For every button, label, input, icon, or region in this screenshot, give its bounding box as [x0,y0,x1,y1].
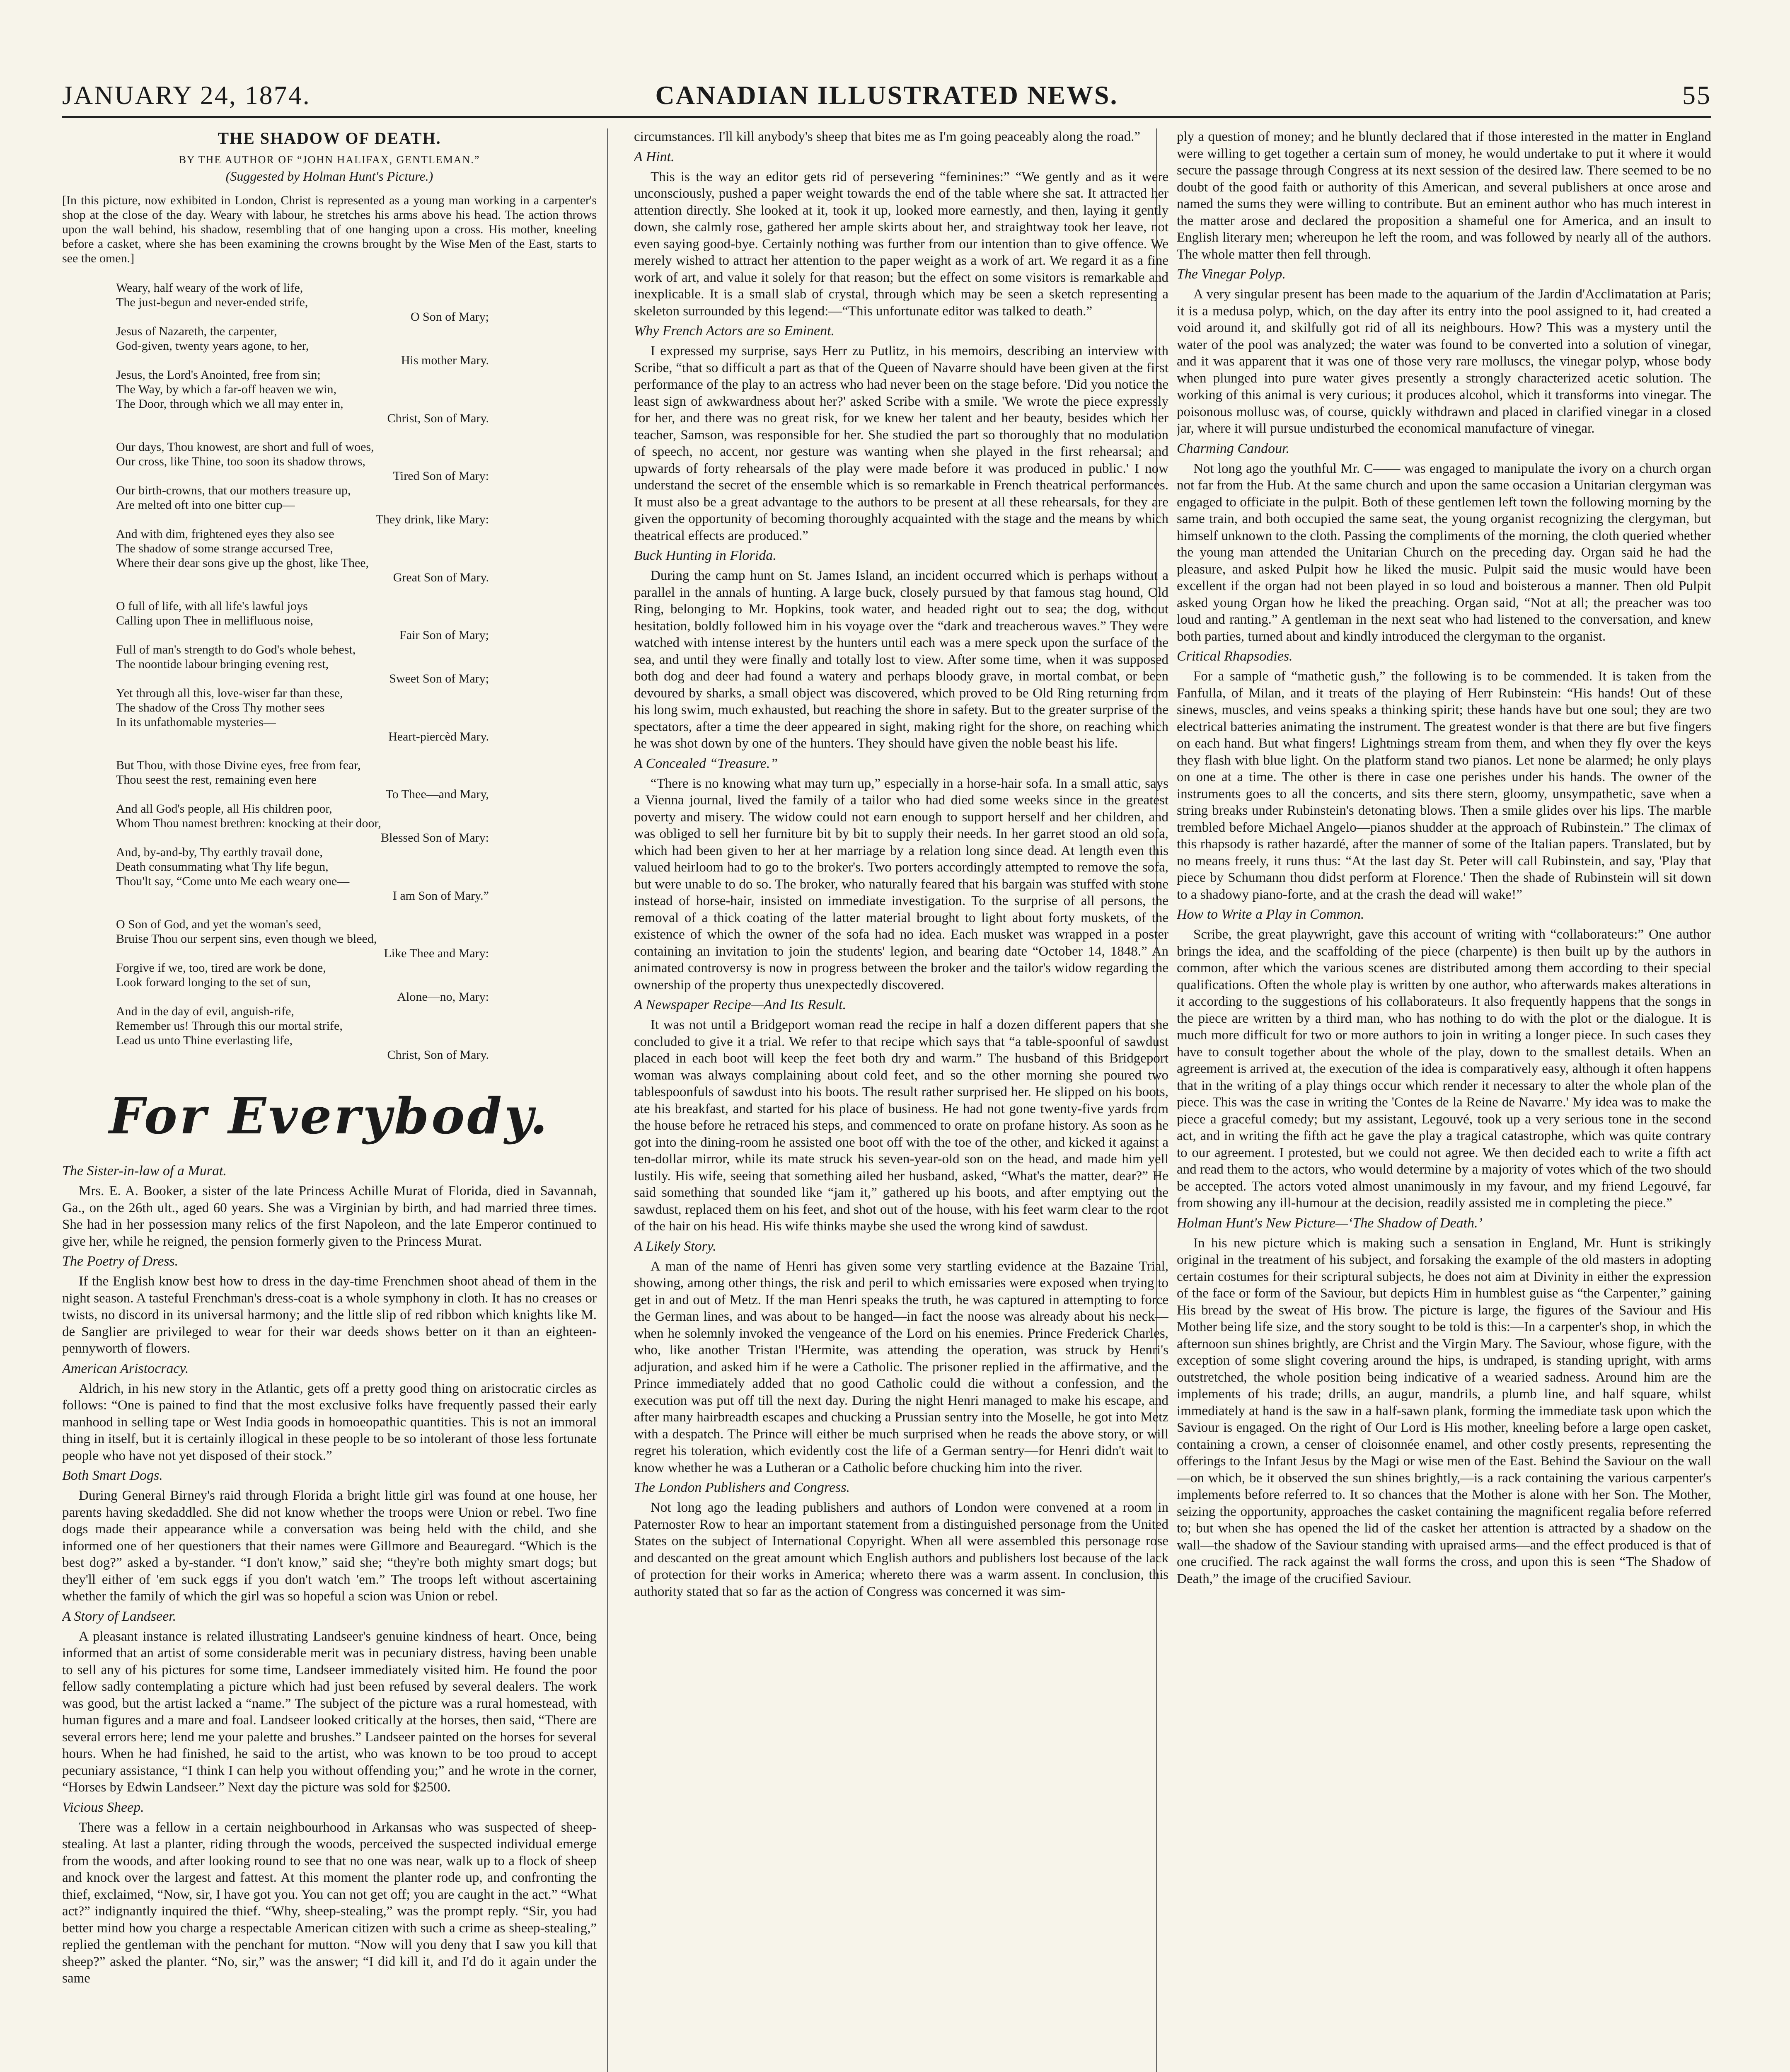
article-heading: A Hint. [634,149,675,165]
article-heading: Buck Hunting in Florida. [634,548,776,563]
poem-line: The noontide labour bringing evening rest, [116,657,329,671]
article-heading: American Aristocracy. [62,1360,189,1376]
poem-line: O Son of Mary; [410,310,489,324]
poem-line: Christ, Son of Mary. [387,411,489,425]
article [1177,647,1711,903]
poem-line: Where their dear sons give up the ghost, like Thee, [116,556,369,570]
article [1177,440,1711,645]
article-paragraph: This is the way an editor gets rid of persevering “feminines:” “We gently and as it were unconsciously, pushed a paper weight towards the end of the table where she sat. It attracted her attention directly. She looked at it, took it up, looked more earnestly, and then, laying it gently down, she calmly rose, gathered her ample skirts about her, and straightway took her leave, not even saying good-bye. Certainly nothing was further from our intention than to give offence. We merely wished to attract her attention to the paper weight as a work of art. We regard it as a fine work of art, and value it solely for that reason; but the effect on some visitors is remarkable and inexplicable. It is a small slab of crystal, through which may be seen a sketch representing a skeleton surrounded by this legend:—“This unfortunate editor was talked to death.” [634,169,1168,319]
article-heading: The Vinegar Polyp. [1177,266,1286,282]
issue-date: JANUARY 24, 1874. [62,80,311,110]
article-heading: A Story of Landseer. [62,1608,177,1624]
poem-line: Our birth-crowns, that our mothers treasure up, [116,484,351,497]
poem-line: Whom Thou namest brethren: knocking at their door, [116,816,381,830]
poem-stanza [116,440,597,585]
poem-line: Our days, Thou knowest, are short and full of woes, [116,440,374,454]
article [634,755,1168,994]
column-rule [607,128,608,2072]
article-heading: The Sister-in-law of a Murat. [62,1163,227,1179]
article-paragraph: If the English know best how to dress in the day-time Frenchmen shoot ahead of them in the night season. A tasteful Frenchman's dress-coat is a whole symphony in cloth. It has no creases or twists, no discord in its universal harmony; and the little slip of red ribbon which knights like M. de Sanglier are privileged to wear for their war deeds shows better on it than an eighteen-pennyworth of flowers. [62,1274,597,1356]
poem-line: The shadow of the Cross Thy mother sees [116,701,325,714]
article-heading: A Likely Story. [634,1238,716,1254]
column-1 [62,128,597,2072]
article-paragraph: For a sample of “mathetic gush,” the following is to be commended. It is taken from the Fanfulla, of Milan, and it treats of the playing of Herr Rubinstein: “His hands! Out of these sinews, muscles, and veins speaks a thinking spirit; these hands have but one soul; they are two electrical batteries animating the instrument. The greatest wonder is that there are but five fingers on each hand. But what fingers! Lightnings stream from them, and when they fly over the keys they flash with blue light. On the platform stand two pianos. Let none be alarmed; he only plays on one at a time. The other is there in case one perishes under his hands. The owner of the instruments goes to all the concerts, and sits there stern, gloomy, unsympathetic, save when a string breaks under Rubinstein's detonating blows. Then a smile glides over his lips. The marble trembled before Michael Angelo—pianos shudder at the approach of Rubinstein.” The climax of this rhapsody is rather hazardé, after the manner of some of the Italian papers. Translated, but by no means freely, it runs thus: “At the last day St. Peter will call Rubinstein, and say, 'Play that piece by Schumann thou didst perform at Florence.' Then the shade of Rubinstein will sit down to a shadowy piano-forte, and at the crash the dead will wake!” [1177,669,1711,902]
poem-line: And, by-and-by, Thy earthly travail done, [116,845,323,859]
article-paragraph: Not long ago the youthful Mr. C—— was engaged to manipulate the ivory on a church organ not far from the Hub. At the same church and upon the same occasion a Unitarian clergyman was engaged to officiate in the pulpit. Both of these gentlemen left town the following morning by the same train, and both occupied the same seat, the young organist recognizing the clergyman, but himself unknown to the cloth. Passing the compliments of the morning, the cloth queried whether the young man attended the Unitarian Church on the preceding day. Organ said he had the pleasure, and asked Pulpit how he liked the music. Pulpit said the music would have been excellent if the organ had not been played in so loud and boisterous a manner. Then old Pulpit asked young Organ how he liked the preaching. Organ said, “Not at all; the preacher was too loud and ranting.” A gentleman in the next seat who had listened to the conversation, and knew both parties, turned about and kindly introduced the clergyman to the organist. [1177,461,1711,644]
poem-line: His mother Mary. [401,353,489,367]
article [1177,265,1711,437]
article [62,1360,597,1464]
article [1177,128,1711,263]
poem-line: Lead us unto Thine everlasting life, [116,1034,293,1047]
article-heading: Critical Rhapsodies. [1177,649,1293,664]
poem-line: I am Son of Mary.” [392,889,489,903]
poem-line: Jesus, the Lord's Anointed, free from sin; [116,368,321,382]
article [62,1162,597,1250]
poem-line: Thou'lt say, “Come unto Me each weary one— [116,874,350,888]
article [62,1467,597,1605]
poem-title: THE SHADOW OF DEATH. [218,129,441,148]
poem-line: And in the day of evil, anguish-rife, [116,1005,294,1018]
poem-line: Are melted oft into one bitter cup— [116,498,295,512]
article-paragraph: During General Birney's raid through Florida a bright little girl was found at one house, her parents having skedaddled. She did not know whether the troops were Union or rebel. Two fine dogs made their appearance while a conversation was being held with the child, and she informed one of her questioners that their names were Gillmore and Beauregard. “Which is the best dog?” asked a by-stander. “I don't know,” said she; “they're both mighty smart dogs; but they'll either of 'em suck eggs if you don't watch 'em.” The troops left without ascertaining whether the family of which the girl was so hopeful a scion was Union or rebel. [62,1488,597,1604]
poem-line: Tired Son of Mary: [393,469,489,483]
page-number: 55 [1682,80,1711,110]
article [634,128,1168,145]
article-paragraph: I expressed my surprise, says Herr zu Putlitz, in his memoirs, describing an interview with Scribe, “that so difficult a part as that of the Queen of Navarre should have been given at the first performance of the play to an actress who had never been on the stage before. 'Did you notice the least sign of awkwardness about her?' asked Scribe with a smile. 'We wrote the piece expressly for her, and there was no great risk, for we knew her talent and her beauty, besides which her teacher, Samson, was responsible for her. She studied the part so thoroughly that no modulation of speech, no accent, nor gesture was wanting when she played in the first rehearsal; and upwards of forty rehearsals of the play were made before it was produced in public.' I now understand the secret of the ensemble which is so remarkable in French theatrical performances. It must also be a great advantage to the authors to be present at all these rehearsals, for they are given the opportunity of becoming thoroughly acquainted with the stage and the means by which theatrical effects are produced.” [634,344,1168,543]
poem-stanza [116,758,597,903]
article-paragraph: Scribe, the great playwright, gave this account of writing with “collaborateurs:” One author brings the idea, and the scaffolding of the piece (charpente) is then built up by the authors in common, after which the various scenes are distributed among them according to their special qualifications. Often the whole play is written by one author, who afterwards makes alterations in it according to the suggestions of his collaborateurs. It also frequently happens that the songs in the piece are written by a third man, who has nothing to do with the plot or the dialogue. It is much more difficult for two or more authors to join in writing a longer piece. In such cases they have to consult together about the whole of the play, down to the smallest details. When an agreement is arrived at, the execution of the idea is comparatively easy, although it often happens that in the writing of a play things occur which render it necessary to alter the whole plan of the piece. This was the case in writing the 'Contes de la Reine de Navarre.' My idea was to make the piece a graceful comedy; but my assistant, Legouvé, took up a very serious tone in the second act, and in writing the fifth act he gave the play a tragical catastrophe, which was quite contrary to our agreement. I protested, but we could not agree. We then decided each to write a fifth act and read them to the actors, who would determine by a majority of votes which of the two should be accepted. The actors voted almost unanimously in my favour, and my friend Legouvé, far from showing any ill-humour at the decision, readily assisted me in completing the piece.” [1177,927,1711,1210]
article [1177,905,1711,1212]
column-2 [634,128,1168,2072]
poem-stanza [116,917,597,1062]
article-heading: A Newspaper Recipe—And Its Result. [634,997,847,1012]
section-heading: For Everybody. [109,1087,550,1145]
poem-line: The Door, through which we all may enter in, [116,397,343,411]
poem-line: Fair Son of Mary; [399,628,489,642]
poem-line: Yet through all this, love-wiser far than these, [116,686,343,700]
article [62,1252,597,1357]
poem-line: In its unfathomable mysteries— [116,715,276,729]
article-heading: How to Write a Play in Common. [1177,907,1364,922]
article [634,547,1168,752]
poem-line: To Thee—and Mary, [385,787,489,801]
masthead [62,79,1711,118]
article-paragraph: In his new picture which is making such a sensation in England, Mr. Hunt is strikingly original in the treatment of his subject, and forsaking the example of the old masters in adopting certain costumes for their scriptural subjects, he does not aim at Divinity in either the expression of the face or form of the Saviour, but depicts Him in humblest guise as “the Carpenter,” gaining His bread by the sweat of His brow. The picture is large, the figures of the Saviour and His Mother being life size, and the story sought to be told is this:—In a carpenter's shop, in which the afternoon sun shines brightly, are Christ and the Virgin Mary. The Saviour, whose figure, with the exception of some slight covering around the hips, is undraped, is standing upright, with arms outstretched, the whole position being indicative of a wearied sadness. Around him are the implements of his trade; drills, an augur, mandrils, a plumb line, and half square, whilst immediately at hand is the saw in a half-sawn plank, forming the immediate task upon which the Saviour is engaged. On the right of Our Lord is His mother, kneeling before a large open casket, containing a crown, a censer of cloisonnée enamel, and other costly presents, representing the offerings to the Infant Jesus by the Magi or wise men of the East. Behind the Saviour on the wall—on which, be it observed the sun shines brightly,—is a rack containing the various carpenter's implements before referred to. It so chances that the Mother is alone with her Son. The Mother, seizing the opportunity, approaches the casket containing the magnificent regalia before referred to; but when she has opened the lid of the casket her attention is attracted by a shadow on the wall—the shadow of the Saviour standing with upraised arms—and the effect produced is that of one crucified. The rack against the wall forms the cross, and upon this is seen “The Shadow of Death,” the image of the crucified Saviour. [1177,1235,1711,1586]
poem-stanza [116,281,597,426]
article-heading: Why French Actors are so Eminent. [634,323,835,339]
article [634,1237,1168,1477]
poem-line: Heart-piercèd Mary. [388,730,489,743]
poem-line: But Thou, with those Divine eyes, free from fear, [116,758,361,772]
newspaper-title: CANADIAN ILLUSTRATED NEWS. [655,80,1118,110]
column-1-articles [62,1162,597,1987]
article [62,1798,597,1987]
article-paragraph: circumstances. I'll kill anybody's sheep that bites me as I'm going peaceably along the road.” [634,129,1140,144]
poem-line: Look forward longing to the set of sun, [116,975,311,989]
article-heading: Holman Hunt's New Picture—‘The Shadow of Death.’ [1177,1215,1483,1231]
poem-line: And all God's people, all His children poor, [116,802,332,816]
article-paragraph: A very singular present has been made to the aquarium of the Jardin d'Acclimatation at Paris; it is a medusa polyp, which, on the day after its entry into the pool assigned to it, had created a void around it, and skilfully got rid of all its neighbours. How? This was a mystery until the water of the pool was analyzed; the water was found to be converted into a solution of vinegar, and it was apparent that it was one of those very rare molluscs, the vinegar polyp, whose body when plunged into pure water gives presently a strongly characterized acetic solution. The working of this animal is very curious; it produces alcohol, which it transforms into vinegar. The poisonous mollusc was, of course, quickly withdrawn and placed in clarified vinegar in a closed jar, where it will pursue undisturbed the economical manufacture of vinegar. [1177,287,1711,436]
poem-line: O full of life, with all life's lawful joys [116,599,308,613]
poem-line: Like Thee and Mary: [384,946,489,960]
poem-line: O Son of God, and yet the woman's seed, [116,917,322,931]
article-paragraph: Mrs. E. A. Booker, a sister of the late Princess Achille Murat of Florida, died in Savannah, Ga., on the 26th ult., aged 60 years. She was a Virginian by birth, and had married three times. She had in her possession many relics of the first Napoleon, and the late Emperor continued to give her, while he reigned, the pension formerly given to the Princess Murat. [62,1184,597,1249]
poem-line: They drink, like Mary: [375,513,489,526]
article [1177,1214,1711,1588]
column-3 [1177,128,1711,2072]
poem-line: Forgive if we, too, tired are work be done, [116,961,326,975]
article-paragraph: “There is no knowing what may turn up,” especially in a horse-hair sofa. In a small attic, says a Vienna journal, lived the family of a tailor who had died some weeks since in the greatest poverty and misery. The widow could not earn enough to support herself and her children, and was obliged to sell her furniture bit by bit to supply their needs. In her garret stood an old sofa, which had been given to her at her marriage by a relation long since dead. At length even this valued heirloom had to go to the broker's. Two porters accordingly attempted to remove the sofa, but were unable to do so. The broker, who naturally feared that his bargain was stuffed with stone instead of horse-hair, insisted on immediate investigation. To the surprise of all persons, the removal of a thick coating of the latter material brought to light about forty muskets, of the existence of which the owner of the sofa had no idea. Each musket was wrapped in a poster containing an invitation to join the students' legion, and bearing date “October 14, 1848.” An animated controversy is now in progress between the broker and the tailor's widow regarding the ownership of the property thus unexpectedly discovered. [634,776,1168,992]
poem-line: Jesus of Nazareth, the carpenter, [116,324,277,338]
article-paragraph: During the camp hunt on St. James Island, an incident occurred which is perhaps without a parallel in the annals of hunting. A large buck, closely pursued by that famous stag hound, Old Ring, belonging to Mr. Hopkins, took water, and headed right out to sea; the dog, without hesitation, boldly followed him in his voyage over the “dark and treacherous waves.” They were watched with intense interest by the hunters until each was a mere speck upon the surface of the sea, and until they were finally and totally lost to view. After some time, when it was supposed both dog and deer had found a watery and perhaps bloody grave, in mortal combat, or been devoured by sharks, a small object was discovered, which proved to be Old Ring returning from his long swim, much exhausted, but reaching the shore in safety. But to the greater surprise of the spectators, after a time the deer appeared in sight, making right for the shore, on reaching which he was shot down by one of the hunters. They should have given the noble beast his life. [634,568,1168,751]
article-paragraph: It was not until a Bridgeport woman read the recipe in half a dozen different papers that she concluded to give it a trial. We refer to that recipe which says that “a table-spoonful of sawdust placed in each boot will keep the feet both dry and warm.” The husband of this Bridgeport woman was always complaining about cold feet, and so the other morning she poured two tablespoonfuls of sawdust into his boots. The result rather surprised her. He slipped on his boots, ate his breakfast, and started for his place of business. He had not gone twenty-five yards from the house before he retraced his steps, and commenced to orate on profane history. As soon as he got into the dining-room he assisted one boot off with the toe of the other, and kicked it against a ten-dollar mirror, while its mate struck his seven-year-old son on the head, and made him yell lustily. His wife, seeing that something ailed her husband, asked, “What's the matter, dear?” He said something that sounded like “jam it,” gathered up his boots, and after emptying out the sawdust, replaced them on his feet, and shot out of the house, with his feet warm clear to the root of the hair on his head. His wife thinks maybe she used the wrong kind of sawdust. [634,1017,1168,1234]
article-heading: Both Smart Dogs. [62,1468,163,1483]
poem-subtitle: (Suggested by Holman Hunt's Picture.) [225,169,433,184]
article-heading: Charming Candour. [1177,441,1290,456]
poem-line: Remember us! Through this our mortal strife, [116,1019,343,1033]
poem-stanza [116,599,597,744]
poem-byline: BY THE AUTHOR OF “JOHN HALIFAX, GENTLEMAN.” [179,154,480,166]
article-paragraph: ply a question of money; and he bluntly declared that if those interested in the matter in England were willing to get together a certain sum of money, he would undertake to put it where it would secure the passage through Congress at its next session of the desired law. There seemed to be no doubt of the good faith or authority of this American, and several publishers at once arose and named the sums they were willing to contribute. But an eminent author who has much interest in the matter arose and declared the proposition a shameful one for America, and an insult to English literary men; whereupon he left the room, and was followed by nearly all of the authors. The whole matter then fell through. [1177,129,1711,262]
poem-line: Alone—no, Mary: [397,990,489,1004]
poem-body [62,281,597,1062]
article-heading: The London Publishers and Congress. [634,1480,850,1495]
article [634,322,1168,544]
column-3-articles [1177,128,1711,1587]
poem-line: Death consummating what Thy life begun, [116,860,329,874]
poem-line: Bruise Thou our serpent sins, even though we bleed, [116,932,377,946]
poem-line: The just-begun and never-ended strife, [116,295,308,309]
poem-line: Christ, Son of Mary. [387,1048,489,1062]
poem-line: Thou seest the rest, remaining even here [116,773,317,787]
poem-line: Weary, half weary of the work of life, [116,281,303,295]
poem-line: Blessed Son of Mary: [381,831,489,845]
poem-line: The shadow of some strange accursed Tree, [116,542,334,555]
article-paragraph: Aldrich, in his new story in the Atlantic, gets off a pretty good thing on aristocratic circles as follows: “One is pained to find that the most exclusive folks have frequently passed their early manhood in selling tape or West India goods in homoeopathic quantities. This is not an immoral thing in itself, but it is certainly illogical in these people to be so intolerant of those less fortunate people who have not yet disposed of their stock.” [62,1381,597,1463]
poem-line: Full of man's strength to do God's whole behest, [116,643,356,656]
article [634,1479,1168,1600]
article-heading: A Concealed “Treasure.” [634,755,778,771]
poem-line: Great Son of Mary. [393,571,489,584]
article-paragraph: A man of the name of Henri has given some very startling evidence at the Bazaine Trial, showing, among other things, the risk and peril to which emissaries were exposed when trying to get in and out of Metz. If the man Henri speaks the truth, he was captured in attempting to force the German lines, and was about to be hanged—in fact the noose was already about his neck—when he solemnly invoked the vengeance of the Lord on his enemies. Prince Frederick Charles, who, like another Tristan l'Hermite, was attending the operation, was struck by Henri's adjuration, and asked him if he were a Catholic. The prisoner replied in the affirmative, and the Prince immediately added that no good Catholic could die without a confession, and the execution was put off till the next day. During the night Henri managed to make his escape, and after many hairbreadth escapes and chucking a Prussian sentry into the Moselle, he got into Metz with a despatch. The Prince will either be much surprised when he reads the above story, or will regret his toleration, which evidently cost the life of a German sentry—for Henri didn't wait to know whether he was a Lutheran or a Catholic before chucking him into the river. [634,1259,1168,1475]
article-paragraph: Not long ago the leading publishers and authors of London were convened at a room in Paternoster Row to hear an important statement from a distinguished personage from the United States on the subject of International Copyright. When all were assembled this personage rose and descanted on the great amount which English authors and publishers lost because of the lack of protection for their works in America; whereto there was a warm assent. In conclusion, this authority stated that so far as the action of Congress was concerned it was sim- [634,1500,1168,1599]
article-heading: The Poetry of Dress. [62,1254,179,1269]
poem-line: Our cross, like Thine, too soon its shadow throws, [116,455,365,468]
column-2-articles [634,128,1168,1600]
poem-note: [In this picture, now exhibited in London, Christ is represented as a young man working in a carpenter's shop at the close of the day. Weary with labour, he stretches his arms above his head. The action throws upon the wall behind, his shadow, resembling that of one hanging upon a cross. His mother, kneeling before a casket, where she has been examining the crowns brought by the Wise Men of the East, starts to see the omen.] [62,194,597,265]
article-paragraph: There was a fellow in a certain neighbourhood in Arkansas who was suspected of sheep-stealing. At last a planter, riding through the woods, perceived the suspected individual emerge from the woods, and after looking round to see that no one was near, walk up to a flock of sheep and knock over the largest and fattest. At this moment the planter rode up, and confronting the thief, exclaimed, “Now, sir, I have got you. You can not get off; you are caught in the act.” “What act?” indignantly inquired the thief. “Why, sheep-stealing,” was the prompt reply. “Sir, you had better mind how you charge a respectable American citizen with such a crime as sheep-stealing,” replied the gentleman with the penchant for mutton. “Now will you deny that I saw you kill that sheep?” asked the planter. “No, sir,” was the answer; “I did kill it, and I'd do it again under the same [62,1820,597,1986]
poem-line: God-given, twenty years agone, to her, [116,339,309,353]
article [634,996,1168,1235]
article-heading: Vicious Sheep. [62,1799,144,1815]
poem-line: And with dim, frightened eyes they also see [116,527,334,541]
article [62,1607,597,1796]
article [634,148,1168,320]
article-paragraph: A pleasant instance is related illustrating Landseer's genuine kindness of heart. Once, being informed that an artist of some considerable merit was in pecuniary distress, having been unable to sell any of his pictures for some time, Landseer immediately visited him. He found the poor fellow sadly contemplating a picture which had just been refused by several dealers. The work was good, but the artist lacked a “name.” The subject of the picture was a rural homestead, with human figures and a mare and foal. Landseer looked critically at the horses, then said, “There are several errors here; lend me your palette and brushes.” Landseer painted on the horses for several hours. When he had finished, he said to the artist, who was known to be too proud to accept pecuniary assistance, “I think I can help you without offending you;” and he wrote in the corner, “Horses by Edwin Landseer.” Next day the picture was sold for $2500. [62,1629,597,1795]
poem-line: Sweet Son of Mary; [389,672,489,685]
poem-line: The Way, by which a far-off heaven we win, [116,382,337,396]
poem-line: Calling upon Thee in mellifluous noise, [116,614,314,627]
